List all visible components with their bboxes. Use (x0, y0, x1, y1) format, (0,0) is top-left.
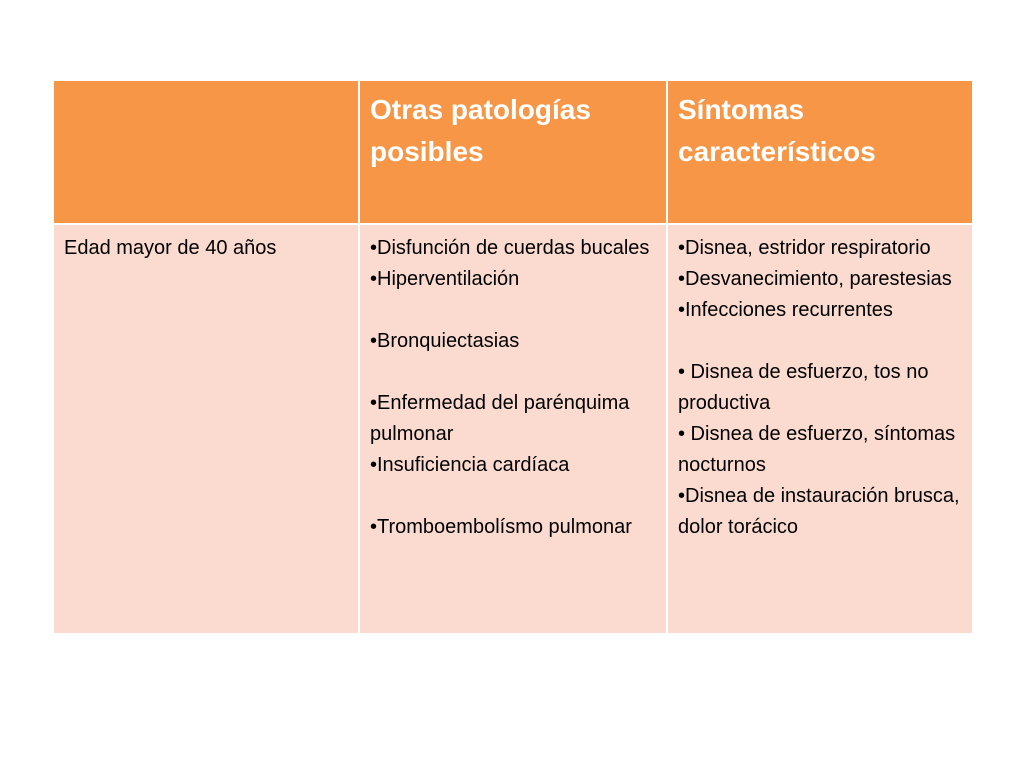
pathology-item: •Bronquiectasias (370, 330, 520, 352)
header-cell-empty (53, 80, 359, 224)
symptom-item: •Infecciones recurrentes (678, 299, 893, 321)
table-header-row (53, 80, 973, 224)
symptom-item: • Disnea de esfuerzo, síntomas nocturnos (678, 423, 961, 476)
table-row (53, 224, 973, 634)
comparison-table (52, 79, 974, 635)
pathology-item: •Tromboembolísmo pulmonar (370, 516, 632, 538)
pathology-item: •Disfunción de cuerdas bucales (370, 237, 650, 259)
symptom-item: •Desvanecimiento, parestesias (678, 268, 952, 290)
pathologies-cell (359, 224, 667, 634)
spacer (370, 357, 656, 388)
symptoms-cell (667, 224, 973, 634)
spacer (370, 295, 656, 326)
spacer (370, 481, 656, 512)
pathology-item: •Enfermedad del parénquima pulmonar (370, 392, 635, 445)
header-cell-symptoms: Síntomas característicos (667, 80, 973, 224)
spacer (678, 326, 962, 357)
symptom-item: • Disnea de esfuerzo, tos no productiva (678, 361, 935, 414)
symptom-item: •Disnea de instauración brusca, dolor torácico (678, 485, 966, 538)
symptom-item: •Disnea, estridor respiratorio (678, 237, 931, 259)
header-cell-pathologies: Otras patologías posibles (359, 80, 667, 224)
row-label-cell: Edad mayor de 40 años (53, 224, 359, 634)
pathology-item: •Hiperventilación (370, 268, 520, 290)
pathology-item: •Insuficiencia cardíaca (370, 454, 570, 476)
